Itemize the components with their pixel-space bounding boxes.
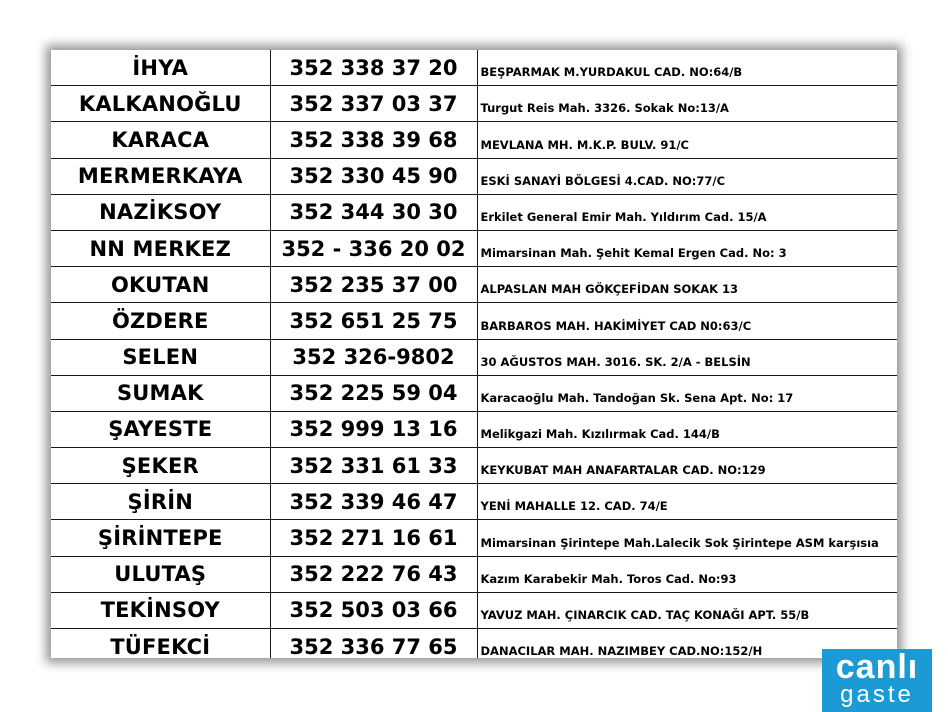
pharmacy-address: Turgut Reis Mah. 3326. Sokak No:13/A xyxy=(477,86,897,122)
pharmacy-phone: 352 337 03 37 xyxy=(270,86,477,122)
pharmacy-phone: 352 330 45 90 xyxy=(270,158,477,194)
pharmacy-address: ESKİ SANAYİ BÖLGESİ 4.CAD. NO:77/C xyxy=(477,158,897,194)
pharmacy-address: MEVLANA MH. M.K.P. BULV. 91/C xyxy=(477,122,897,158)
pharmacy-phone: 352 651 25 75 xyxy=(270,303,477,339)
table-row xyxy=(51,339,897,375)
pharmacy-phone: 352 331 61 33 xyxy=(270,448,477,484)
table-row xyxy=(51,50,897,86)
pharmacy-address: BEŞPARMAK M.YURDAKUL CAD. NO:64/B xyxy=(477,50,897,86)
table-row xyxy=(51,86,897,122)
table-row xyxy=(51,448,897,484)
table-row xyxy=(51,556,897,592)
table-row xyxy=(51,158,897,194)
pharmacy-name: NAZİKSOY xyxy=(51,194,270,230)
canli-gaste-logo xyxy=(822,649,932,712)
pharmacy-phone: 352 225 59 04 xyxy=(270,375,477,411)
table-row xyxy=(51,230,897,266)
pharmacy-phone: 352 336 77 65 xyxy=(270,629,477,659)
table-row xyxy=(51,194,897,230)
pharmacy-phone: 352 338 37 20 xyxy=(270,50,477,86)
logo-line-2: gaste xyxy=(840,681,914,708)
table-row xyxy=(51,592,897,628)
pharmacy-name: TÜFEKCİ xyxy=(51,629,270,659)
pharmacy-name: ŞİRİN xyxy=(51,484,270,520)
pharmacy-name: ŞİRİNTEPE xyxy=(51,520,270,556)
pharmacy-phone: 352 326-9802 xyxy=(270,339,477,375)
pharmacy-name: SUMAK xyxy=(51,375,270,411)
pharmacy-address: ALPASLAN MAH GÖKÇEFİDAN SOKAK 13 xyxy=(477,267,897,303)
pharmacy-name: ULUTAŞ xyxy=(51,556,270,592)
pharmacy-phone: 352 - 336 20 02 xyxy=(270,230,477,266)
pharmacy-address: YENİ MAHALLE 12. CAD. 74/E xyxy=(477,484,897,520)
pharmacy-address: Mimarsinan Şirintepe Mah.Lalecik Sok Şirintepe ASM karşısıa xyxy=(477,520,897,556)
pharmacy-phone: 352 503 03 66 xyxy=(270,592,477,628)
table-row xyxy=(51,375,897,411)
pharmacy-address: DANACILAR MAH. NAZIMBEY CAD.NO:152/H xyxy=(477,629,897,659)
pharmacy-address: Melikgazi Mah. Kızılırmak Cad. 144/B xyxy=(477,411,897,447)
pharmacy-address: KEYKUBAT MAH ANAFARTALAR CAD. NO:129 xyxy=(477,448,897,484)
table-row xyxy=(51,629,897,659)
pharmacy-phone: 352 338 39 68 xyxy=(270,122,477,158)
pharmacy-name: ŞEKER xyxy=(51,448,270,484)
table-row xyxy=(51,267,897,303)
pharmacy-address: Karacaoğlu Mah. Tandoğan Sk. Sena Apt. No: 17 xyxy=(477,375,897,411)
pharmacy-phone: 352 344 30 30 xyxy=(270,194,477,230)
pharmacy-phone: 352 339 46 47 xyxy=(270,484,477,520)
pharmacy-name: MERMERKAYA xyxy=(51,158,270,194)
table-row xyxy=(51,411,897,447)
pharmacy-address: 30 AĞUSTOS MAH. 3016. SK. 2/A - BELSİN xyxy=(477,339,897,375)
pharmacy-name: ÖZDERE xyxy=(51,303,270,339)
pharmacy-phone: 352 271 16 61 xyxy=(270,520,477,556)
pharmacy-name: KARACA xyxy=(51,122,270,158)
pharmacy-list-sheet xyxy=(51,50,897,658)
table-row xyxy=(51,122,897,158)
pharmacy-name: ŞAYESTE xyxy=(51,411,270,447)
logo-line-1: canlı xyxy=(835,648,919,686)
pharmacy-address: Kazım Karabekir Mah. Toros Cad. No:93 xyxy=(477,556,897,592)
pharmacy-phone: 352 222 76 43 xyxy=(270,556,477,592)
pharmacy-address: Mimarsinan Mah. Şehit Kemal Ergen Cad. No: 3 xyxy=(477,230,897,266)
pharmacy-address: BARBAROS MAH. HAKİMİYET CAD N0:63/C xyxy=(477,303,897,339)
pharmacy-name: SELEN xyxy=(51,339,270,375)
pharmacy-name: OKUTAN xyxy=(51,267,270,303)
pharmacy-phone: 352 235 37 00 xyxy=(270,267,477,303)
pharmacy-table xyxy=(51,50,897,658)
pharmacy-name: KALKANOĞLU xyxy=(51,86,270,122)
pharmacy-phone: 352 999 13 16 xyxy=(270,411,477,447)
table-row xyxy=(51,303,897,339)
pharmacy-address: YAVUZ MAH. ÇINARCIK CAD. TAÇ KONAĞI APT. 55/B xyxy=(477,592,897,628)
pharmacy-address: Erkilet General Emir Mah. Yıldırım Cad. 15/A xyxy=(477,194,897,230)
pharmacy-name: İHYA xyxy=(51,50,270,86)
table-row xyxy=(51,520,897,556)
table-row xyxy=(51,484,897,520)
pharmacy-name: TEKİNSOY xyxy=(51,592,270,628)
pharmacy-name: NN MERKEZ xyxy=(51,230,270,266)
